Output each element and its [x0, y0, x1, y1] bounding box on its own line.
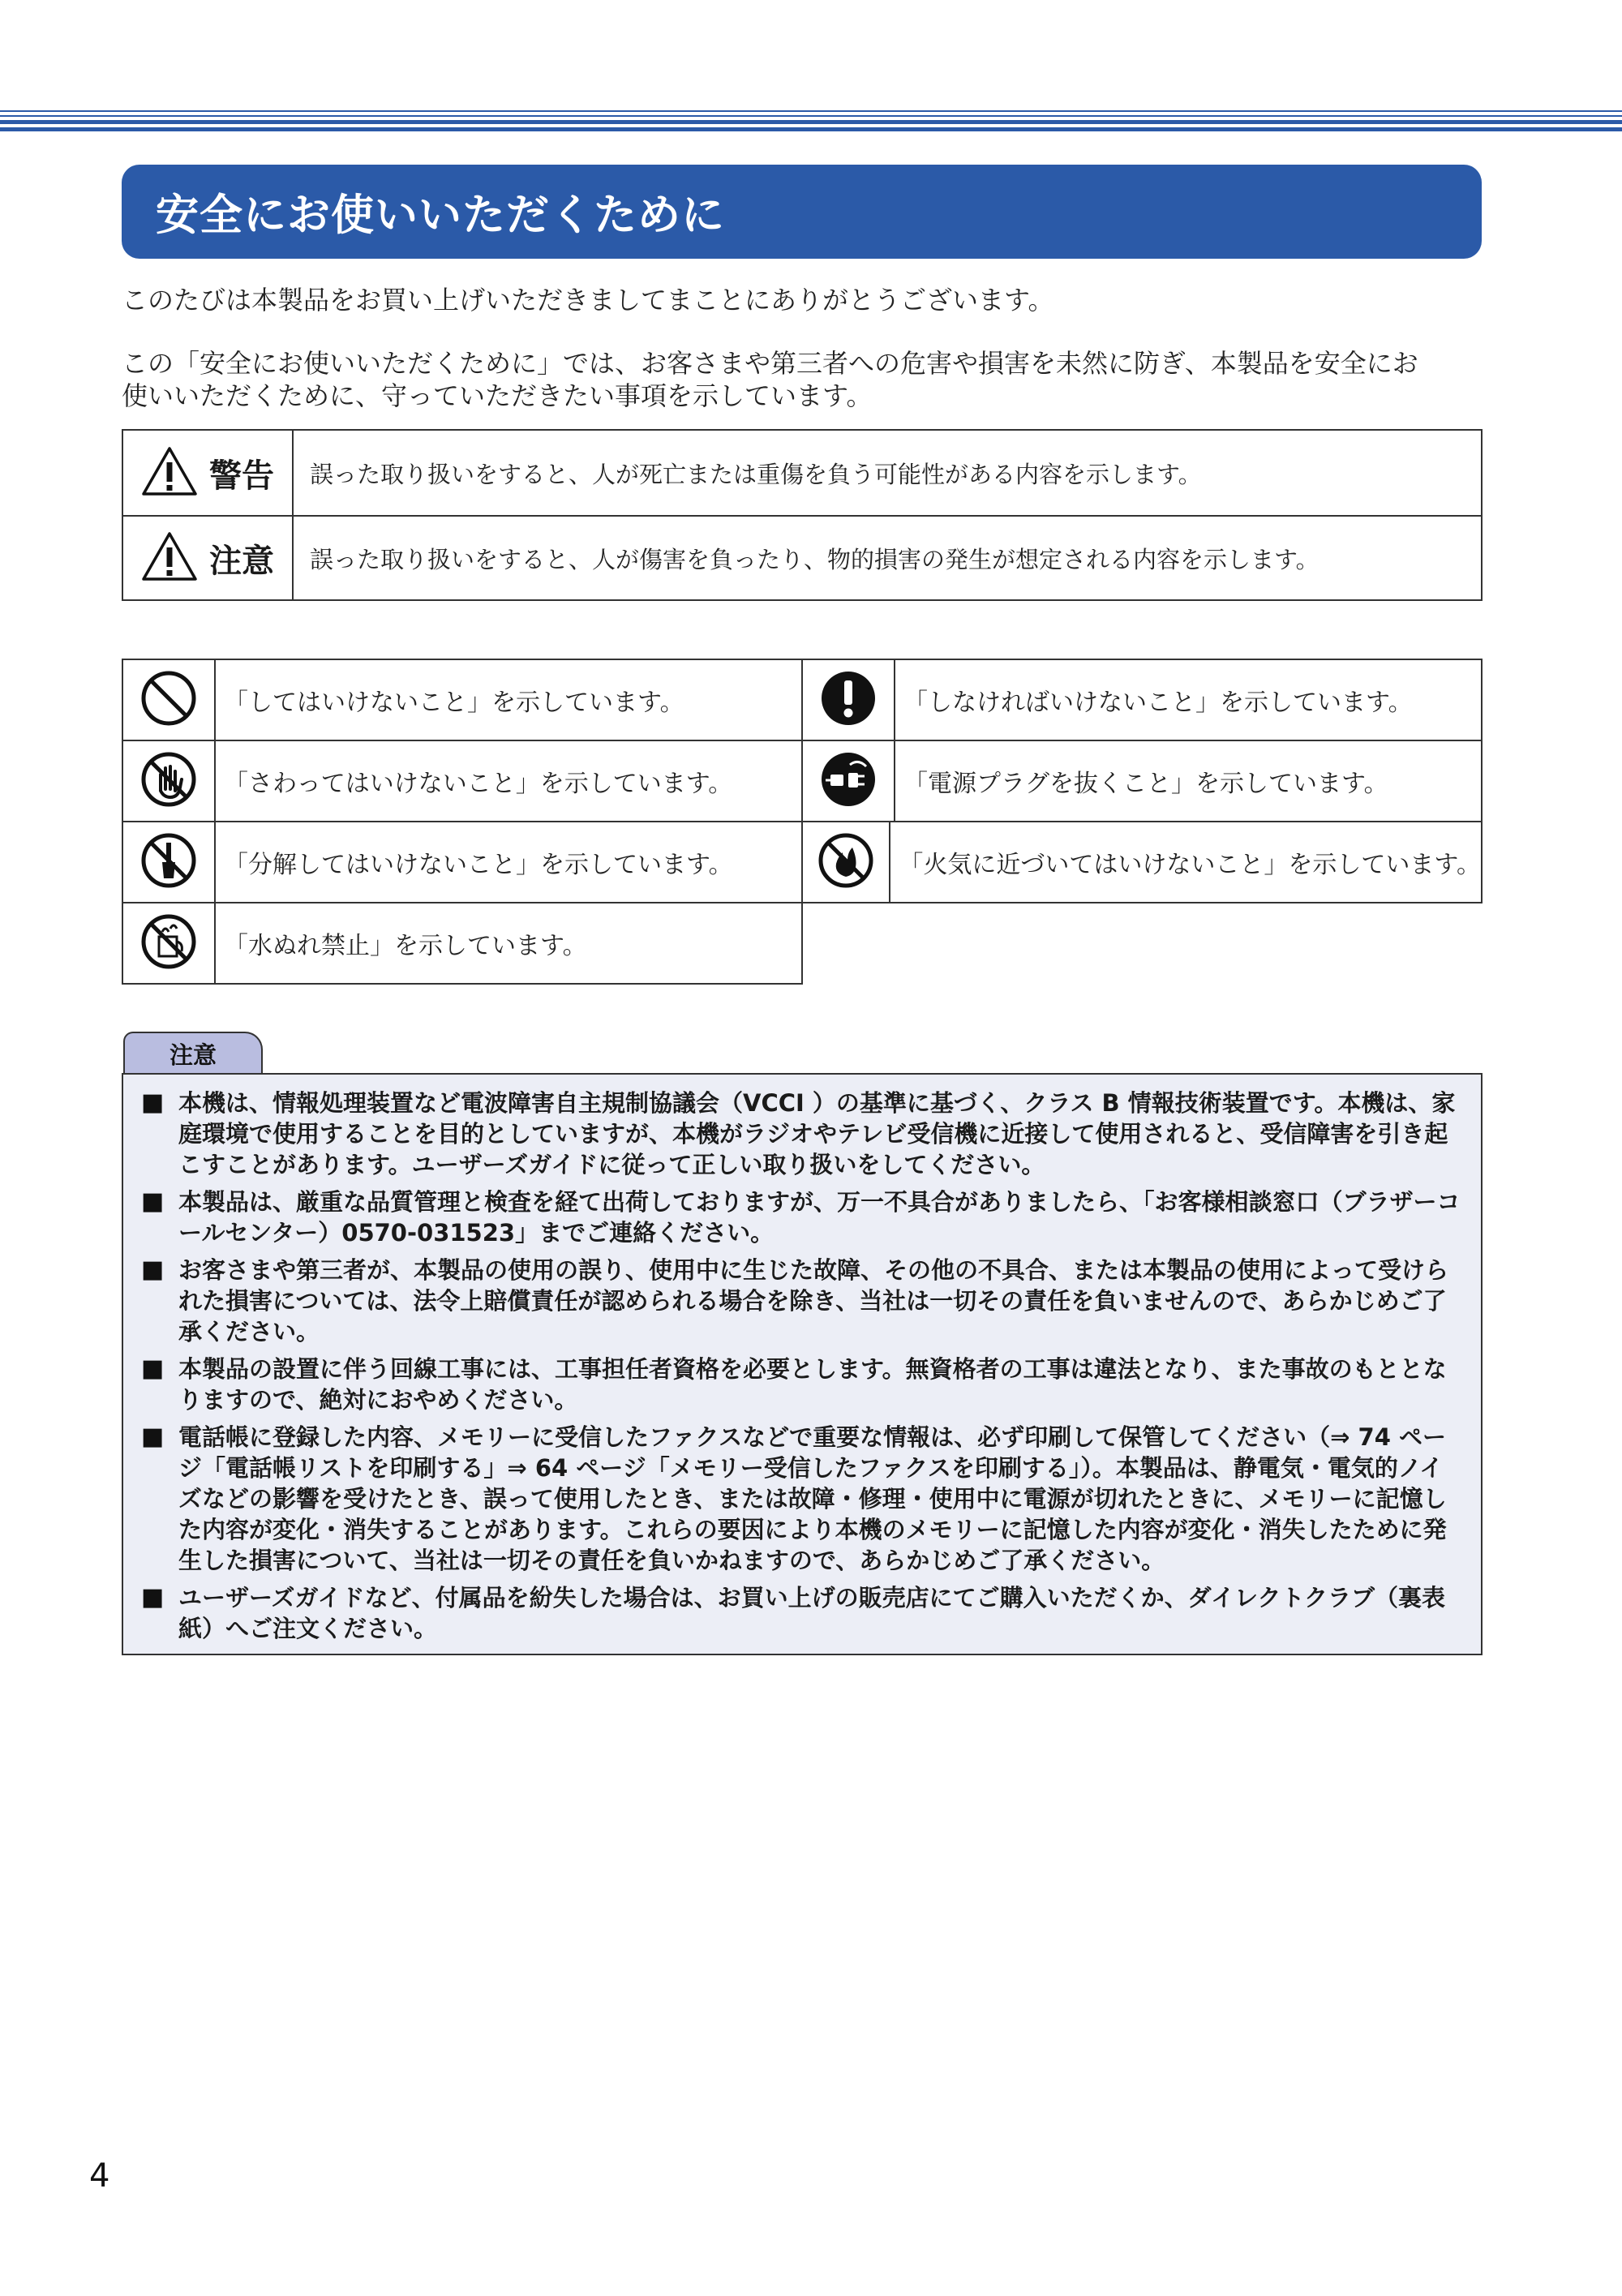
definition-row-warning: [123, 431, 1481, 515]
no-touch-icon: [139, 750, 198, 812]
note-text: ユーザーズガイドなど、付属品を紛失した場合は、お買い上げの販売店にてご購入いただくか、ダイレクトクラブ（裏表紙）へご注文ください。: [178, 1584, 1445, 1642]
bullet-square-icon: ■: [141, 1255, 165, 1284]
no-disassembly-icon: [139, 831, 198, 893]
pictogram-text: 「分解してはいけないこと」を示しています。: [224, 851, 733, 879]
note-text: 電話帳に登録した内容、メモリーに受信したファクスなどで重要な情報は、必ず印刷して保管してください（⇒ 74 ページ「電話帳リストを印刷する」⇒ 64 ページ「メモリー受信したファクスを印刷する」）。本製品は、静電気・電気的ノイズなどの影響を受けたとき、誤って使用したとき、または故障・修理・使用中に電源が切れたときに、メモリーに記憶した内容が変化・消失することがあります。これらの要因により本機のメモリーに記憶した内容が変化・消失したために発生した損害について、当社は一切その責任を負いかねますので、あらかじめご了承ください。: [178, 1423, 1447, 1574]
pictogram-row: [122, 740, 803, 822]
pictogram-row: [801, 821, 1483, 903]
note-text: お客さまや第三者が、本製品の使用の誤り、使用中に生じた故障、その他の不具合、または本製品の使用によって受けられた損害については、法令上賠償責任が認められる場合を除き、当社は一切その責任を負いませんので、あらかじめご了承ください。: [178, 1256, 1449, 1345]
bullet-square-icon: ■: [141, 1423, 165, 1451]
pictogram-row: [122, 902, 803, 985]
list-item: [141, 1255, 1463, 1347]
list-item: [141, 1088, 1463, 1180]
definition-label: 注意: [209, 542, 274, 580]
no-water-icon: [139, 912, 198, 974]
bullet-square-icon: ■: [141, 1088, 165, 1117]
hazard-definition-table: [122, 429, 1483, 601]
note-text: 本製品の設置に伴う回線工事には、工事担任者資格を必要とします。無資格者の工事は違法となり、また事故のもととなりますので、絶対におやめください。: [178, 1355, 1447, 1414]
definition-label: 警告: [209, 457, 274, 495]
bullet-square-icon: ■: [141, 1583, 165, 1611]
pictogram-text: 「さわってはいけないこと」を示しています。: [224, 770, 733, 798]
notes-tab-label: 注意: [123, 1032, 263, 1074]
pictogram-text: 「水ぬれ禁止」を示しています。: [224, 932, 587, 960]
pictogram-text: 「してはいけないこと」を示しています。: [224, 689, 684, 717]
page-title: 安全にお使いいただくために: [156, 191, 725, 240]
list-item: [141, 1422, 1463, 1576]
intro-paragraph-2: [122, 347, 1500, 412]
pictogram-text: 「しなければいけないこと」を示しています。: [903, 689, 1413, 717]
mandatory-icon: [819, 669, 878, 731]
pictogram-table: [122, 659, 1483, 989]
definition-text: 誤った取り扱いをすると、人が傷害を負ったり、物的損害の発生が想定される内容を示します。: [310, 545, 1319, 573]
prohibited-icon: [139, 669, 198, 731]
intro-paragraph-2-line-2: 使いいただくために、守っていただきたい事項を示しています。: [122, 380, 873, 411]
notes-box: [122, 1073, 1483, 1655]
warning-triangle-icon: [141, 531, 198, 585]
pictogram-text: 「火気に近づいてはいけないこと」を示しています。: [899, 851, 1481, 879]
note-text: 本機は、情報処理装置など電波障害自主規制協議会（VCCI ）の基準に基づく、クラス B 情報技術装置です。本機は、家庭環境で使用することを目的としていますが、本機がラジオやテレビ受信機に近接して使用されると、受信障害を引き起こすことがあります。ユーザーズガイドに従って正しい取り扱いをしてください。: [178, 1089, 1456, 1178]
page-title-bar: [122, 165, 1482, 259]
list-item: [141, 1354, 1463, 1415]
pictogram-row: [801, 740, 1483, 822]
bullet-square-icon: ■: [141, 1187, 165, 1216]
intro-paragraph-2-line-1: この「安全にお使いいただくために」では、お客さまや第三者への危害や損害を未然に防ぎ、本製品を安全にお: [122, 348, 1418, 379]
list-item: [141, 1582, 1463, 1644]
definition-row-caution: [123, 515, 1481, 599]
list-item: [141, 1187, 1463, 1248]
page-number: 4: [89, 2157, 110, 2195]
intro-paragraph-1: このたびは本製品をお買い上げいただきましてまことにありがとうございます。: [122, 285, 1054, 315]
warning-triangle-icon: [141, 446, 198, 500]
pictogram-text: 「電源プラグを抜くこと」を示しています。: [903, 770, 1388, 798]
pictogram-row: [801, 659, 1483, 741]
bullet-square-icon: ■: [141, 1354, 165, 1383]
pictogram-row: [122, 821, 803, 903]
pictogram-row: [122, 659, 803, 741]
unplug-icon: [819, 750, 878, 812]
note-text: 本製品は、厳重な品質管理と検査を経て出荷しておりますが、万一不具合がありましたら、「お客様相談窓口（ブラザーコールセンター）0570-031523」までご連絡ください。: [178, 1188, 1461, 1247]
definition-text: 誤った取り扱いをすると、人が死亡または重傷を負う可能性がある内容を示します。: [310, 460, 1202, 488]
no-fire-icon: [817, 831, 875, 893]
